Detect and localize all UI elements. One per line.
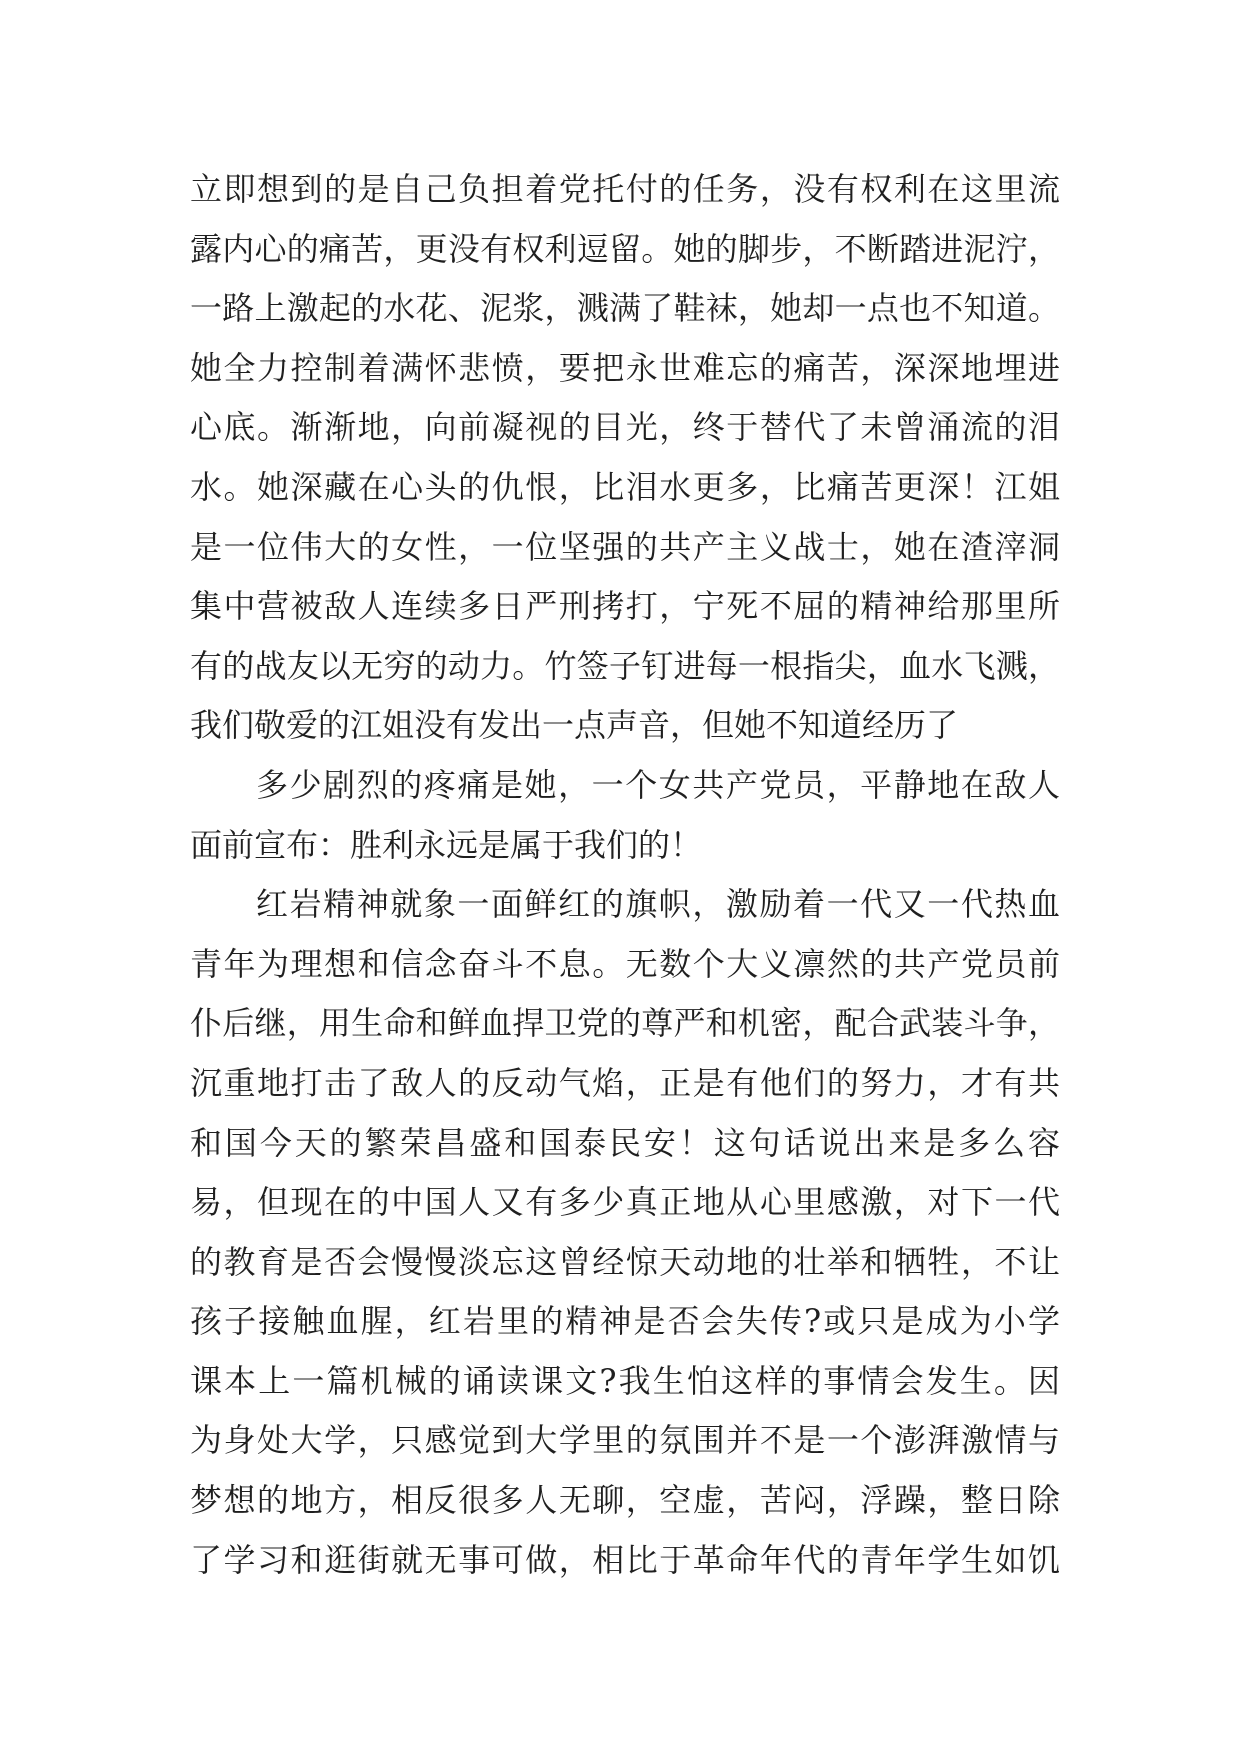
text-line: 和国今天的繁荣昌盛和国泰民安！这句话说出来是多么容 [190, 1123, 1060, 1162]
text-line: 了学习和逛街就无事可做，相比于革命年代的青年学生如饥 [190, 1540, 1060, 1579]
text-line: 孩子接触血腥，红岩里的精神是否会失传?或只是成为小学 [190, 1302, 1060, 1341]
text-line: 沉重地打击了敌人的反动气焰，正是有他们的努力，才有共 [190, 1063, 1060, 1102]
text-line: 我们敬爱的江姐没有发出一点声音，但她不知道经历了 [190, 706, 959, 745]
text-line: 梦想的地方，相反很多人无聊，空虚，苦闷，浮躁，整日除 [190, 1481, 1060, 1520]
text-line: 课本上一篇机械的诵读课文?我生怕这样的事情会发生。因 [190, 1361, 1060, 1400]
document-body [190, 160, 1060, 1590]
paragraph-first-line: 红岩精神就象一面鲜红的旗帜，激励着一代又一代热血 [256, 885, 1060, 924]
text-line: 心底。渐渐地，向前凝视的目光，终于替代了未曾涌流的泪 [190, 408, 1060, 447]
text-line: 集中营被敌人连续多日严刑拷打，宁死不屈的精神给那里所 [190, 587, 1060, 626]
text-line: 她全力控制着满怀悲愤，要把永世难忘的痛苦，深深地埋进 [190, 348, 1060, 387]
paragraph-first-line: 多少剧烈的疼痛是她，一个女共产党员，平静地在敌人 [256, 765, 1060, 804]
text-line: 面前宣布：胜利永远是属于我们的！ [190, 825, 703, 864]
text-line: 水。她深藏在心头的仇恨，比泪水更多，比痛苦更深！江姐 [190, 467, 1060, 506]
text-line: 的教育是否会慢慢淡忘这曾经惊天动地的壮举和牺牲，不让 [190, 1242, 1060, 1281]
text-line: 为身处大学，只感觉到大学里的氛围并不是一个澎湃激情与 [190, 1421, 1060, 1460]
text-line: 露内心的痛苦，更没有权利逗留。她的脚步，不断踏进泥泞， [190, 229, 1060, 268]
text-line: 有的战友以无穷的动力。竹签子钉进每一根指尖，血水飞溅， [190, 646, 1060, 685]
text-line: 是一位伟大的女性，一位坚强的共产主义战士，她在渣滓洞 [190, 527, 1060, 566]
text-line: 易，但现在的中国人又有多少真正地从心里感激，对下一代 [190, 1183, 1060, 1222]
text-line: 一路上激起的水花、泥浆，溅满了鞋袜，她却一点也不知道。 [190, 289, 1060, 328]
text-line: 仆后继，用生命和鲜血捍卫党的尊严和机密，配合武装斗争， [190, 1004, 1060, 1043]
text-line: 青年为理想和信念奋斗不息。无数个大义凛然的共产党员前 [190, 944, 1060, 983]
text-line: 立即想到的是自己负担着党托付的任务，没有权利在这里流 [190, 170, 1060, 208]
